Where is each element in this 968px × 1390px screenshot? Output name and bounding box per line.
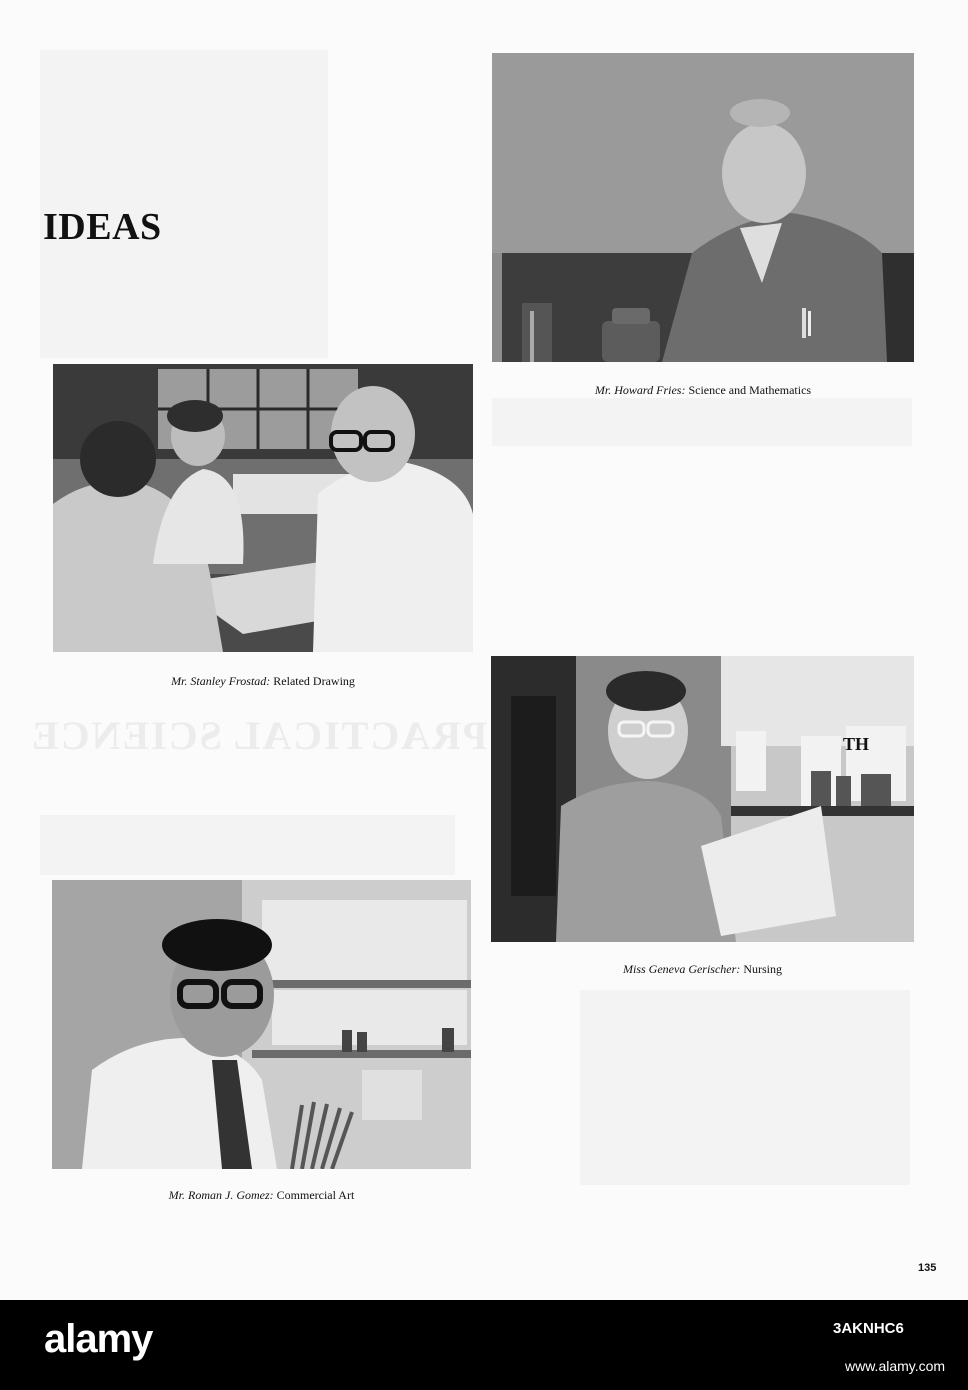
- caption-howard-fries: [492, 383, 914, 398]
- caption-subject: Commercial Art: [276, 1188, 355, 1202]
- caption-subject: Nursing: [743, 962, 782, 976]
- image-id: 3AKNHC6: [833, 1320, 904, 1337]
- bleed-through-panel: [40, 50, 328, 358]
- photo-geneva-gerischer: [491, 656, 914, 942]
- page-number: 135: [918, 1262, 937, 1274]
- caption-name: Mr. Stanley Frostad:: [171, 674, 271, 688]
- caption-name: Mr. Roman J. Gomez:: [168, 1188, 274, 1202]
- bleed-through-panel: [40, 815, 455, 875]
- caption-roman-gomez: [52, 1188, 471, 1203]
- photo-stanley-frostad: [53, 364, 473, 652]
- caption-subject: Science and Mathematics: [688, 383, 812, 397]
- caption-geneva-gerischer: [491, 962, 914, 977]
- photo-howard-fries: [492, 53, 914, 362]
- caption-name: Mr. Howard Fries:: [594, 383, 686, 397]
- caption-name: Miss Geneva Gerischer:: [623, 962, 741, 976]
- source-url: www.alamy.com: [845, 1358, 946, 1374]
- bleed-through-heading: PRACTICAL SCIENCE: [30, 713, 488, 758]
- alamy-logo: alamy: [44, 1317, 153, 1361]
- page-title: IDEAS: [43, 206, 162, 249]
- photo-roman-gomez: [52, 880, 471, 1169]
- watermark-footer: [0, 1300, 968, 1390]
- caption-stanley-frostad: [53, 674, 473, 689]
- bleed-through-panel: [580, 990, 910, 1185]
- caption-subject: Related Drawing: [273, 674, 355, 688]
- bleed-through-panel: [492, 398, 912, 446]
- sign-text: TH: [843, 734, 870, 754]
